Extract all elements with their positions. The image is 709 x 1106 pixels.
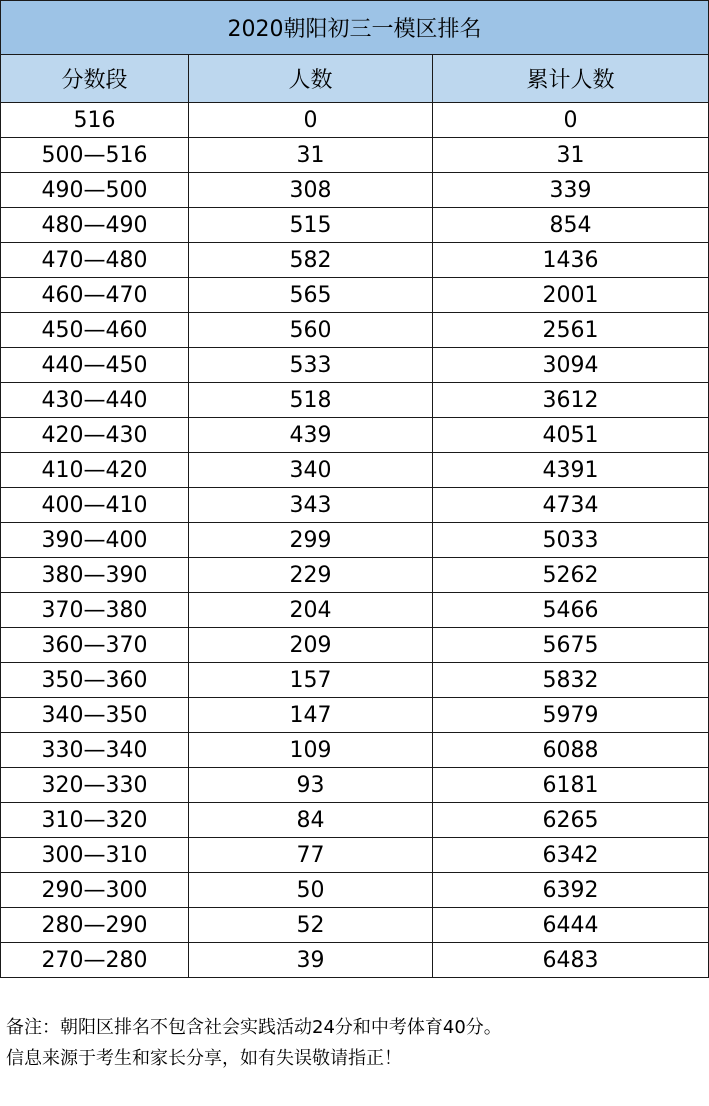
table-row [1, 523, 709, 558]
table-row [1, 698, 709, 733]
table-row [1, 208, 709, 243]
cell-count: 308 [189, 173, 433, 208]
cell-count: 50 [189, 873, 433, 908]
cell-cumulative: 6483 [433, 943, 709, 978]
table-body [1, 103, 709, 978]
cell-score-range: 390—400 [1, 523, 189, 558]
table-row [1, 943, 709, 978]
cell-count: 340 [189, 453, 433, 488]
footnote-source: 信息来源于考生和家长分享，如有失误敬请指正！ [6, 1048, 402, 1069]
cell-cumulative: 6181 [433, 768, 709, 803]
cell-cumulative: 3094 [433, 348, 709, 383]
cell-score-range: 410—420 [1, 453, 189, 488]
cell-count: 582 [189, 243, 433, 278]
cell-cumulative: 6392 [433, 873, 709, 908]
table-row [1, 663, 709, 698]
cell-score-range: 420—430 [1, 418, 189, 453]
table-row [1, 278, 709, 313]
cell-count: 109 [189, 733, 433, 768]
table-row [1, 103, 709, 138]
table-row [1, 838, 709, 873]
cell-count: 84 [189, 803, 433, 838]
cell-cumulative: 2561 [433, 313, 709, 348]
cell-count: 439 [189, 418, 433, 453]
cell-score-range: 350—360 [1, 663, 189, 698]
cell-score-range: 270—280 [1, 943, 189, 978]
cell-score-range: 320—330 [1, 768, 189, 803]
cell-cumulative: 3612 [433, 383, 709, 418]
table-row [1, 558, 709, 593]
cell-score-range: 280—290 [1, 908, 189, 943]
table-title: 2020朝阳初三一模区排名 [1, 1, 709, 55]
cell-count: 0 [189, 103, 433, 138]
cell-cumulative: 4051 [433, 418, 709, 453]
table-row [1, 593, 709, 628]
table-row [1, 453, 709, 488]
cell-cumulative: 6088 [433, 733, 709, 768]
table-row [1, 628, 709, 663]
cell-cumulative: 339 [433, 173, 709, 208]
cell-count: 518 [189, 383, 433, 418]
footnote [6, 1012, 706, 1074]
cell-score-range: 340—350 [1, 698, 189, 733]
table-row [1, 138, 709, 173]
table-row [1, 908, 709, 943]
cell-cumulative: 5675 [433, 628, 709, 663]
cell-cumulative: 5262 [433, 558, 709, 593]
cell-cumulative: 4391 [433, 453, 709, 488]
title-row [1, 1, 709, 55]
cell-score-range: 500—516 [1, 138, 189, 173]
cell-cumulative: 5979 [433, 698, 709, 733]
column-header-count: 人数 [189, 55, 433, 103]
cell-score-range: 450—460 [1, 313, 189, 348]
cell-count: 565 [189, 278, 433, 313]
cell-score-range: 460—470 [1, 278, 189, 313]
cell-cumulative: 2001 [433, 278, 709, 313]
table-row [1, 348, 709, 383]
cell-cumulative: 4734 [433, 488, 709, 523]
table-row [1, 733, 709, 768]
cell-count: 209 [189, 628, 433, 663]
cell-count: 204 [189, 593, 433, 628]
cell-count: 299 [189, 523, 433, 558]
cell-count: 31 [189, 138, 433, 173]
cell-cumulative: 1436 [433, 243, 709, 278]
table-row [1, 488, 709, 523]
cell-score-range: 380—390 [1, 558, 189, 593]
cell-score-range: 310—320 [1, 803, 189, 838]
cell-cumulative: 31 [433, 138, 709, 173]
cell-count: 77 [189, 838, 433, 873]
table-row [1, 243, 709, 278]
cell-cumulative: 854 [433, 208, 709, 243]
table-row [1, 768, 709, 803]
column-header-cumulative: 累计人数 [433, 55, 709, 103]
cell-cumulative: 5033 [433, 523, 709, 558]
cell-count: 147 [189, 698, 433, 733]
cell-cumulative: 5466 [433, 593, 709, 628]
cell-score-range: 430—440 [1, 383, 189, 418]
cell-cumulative: 5832 [433, 663, 709, 698]
cell-cumulative: 6444 [433, 908, 709, 943]
table-row [1, 418, 709, 453]
table-row [1, 313, 709, 348]
cell-count: 229 [189, 558, 433, 593]
cell-score-range: 300—310 [1, 838, 189, 873]
cell-score-range: 400—410 [1, 488, 189, 523]
header-row [1, 55, 709, 103]
cell-cumulative: 6342 [433, 838, 709, 873]
table-row [1, 873, 709, 908]
cell-count: 515 [189, 208, 433, 243]
cell-count: 157 [189, 663, 433, 698]
cell-score-range: 480—490 [1, 208, 189, 243]
cell-score-range: 490—500 [1, 173, 189, 208]
cell-score-range: 516 [1, 103, 189, 138]
table-row [1, 383, 709, 418]
cell-count: 93 [189, 768, 433, 803]
column-header-score-range: 分数段 [1, 55, 189, 103]
table-row [1, 173, 709, 208]
cell-score-range: 470—480 [1, 243, 189, 278]
cell-count: 533 [189, 348, 433, 383]
cell-count: 39 [189, 943, 433, 978]
cell-cumulative: 6265 [433, 803, 709, 838]
cell-score-range: 370—380 [1, 593, 189, 628]
cell-count: 52 [189, 908, 433, 943]
table-row [1, 803, 709, 838]
cell-count: 343 [189, 488, 433, 523]
cell-count: 560 [189, 313, 433, 348]
cell-score-range: 290—300 [1, 873, 189, 908]
cell-score-range: 330—340 [1, 733, 189, 768]
cell-score-range: 440—450 [1, 348, 189, 383]
cell-score-range: 360—370 [1, 628, 189, 663]
cell-cumulative: 0 [433, 103, 709, 138]
footnote-remark: 备注：朝阳区排名不包含社会实践活动24分和中考体育40分。 [6, 1017, 502, 1038]
